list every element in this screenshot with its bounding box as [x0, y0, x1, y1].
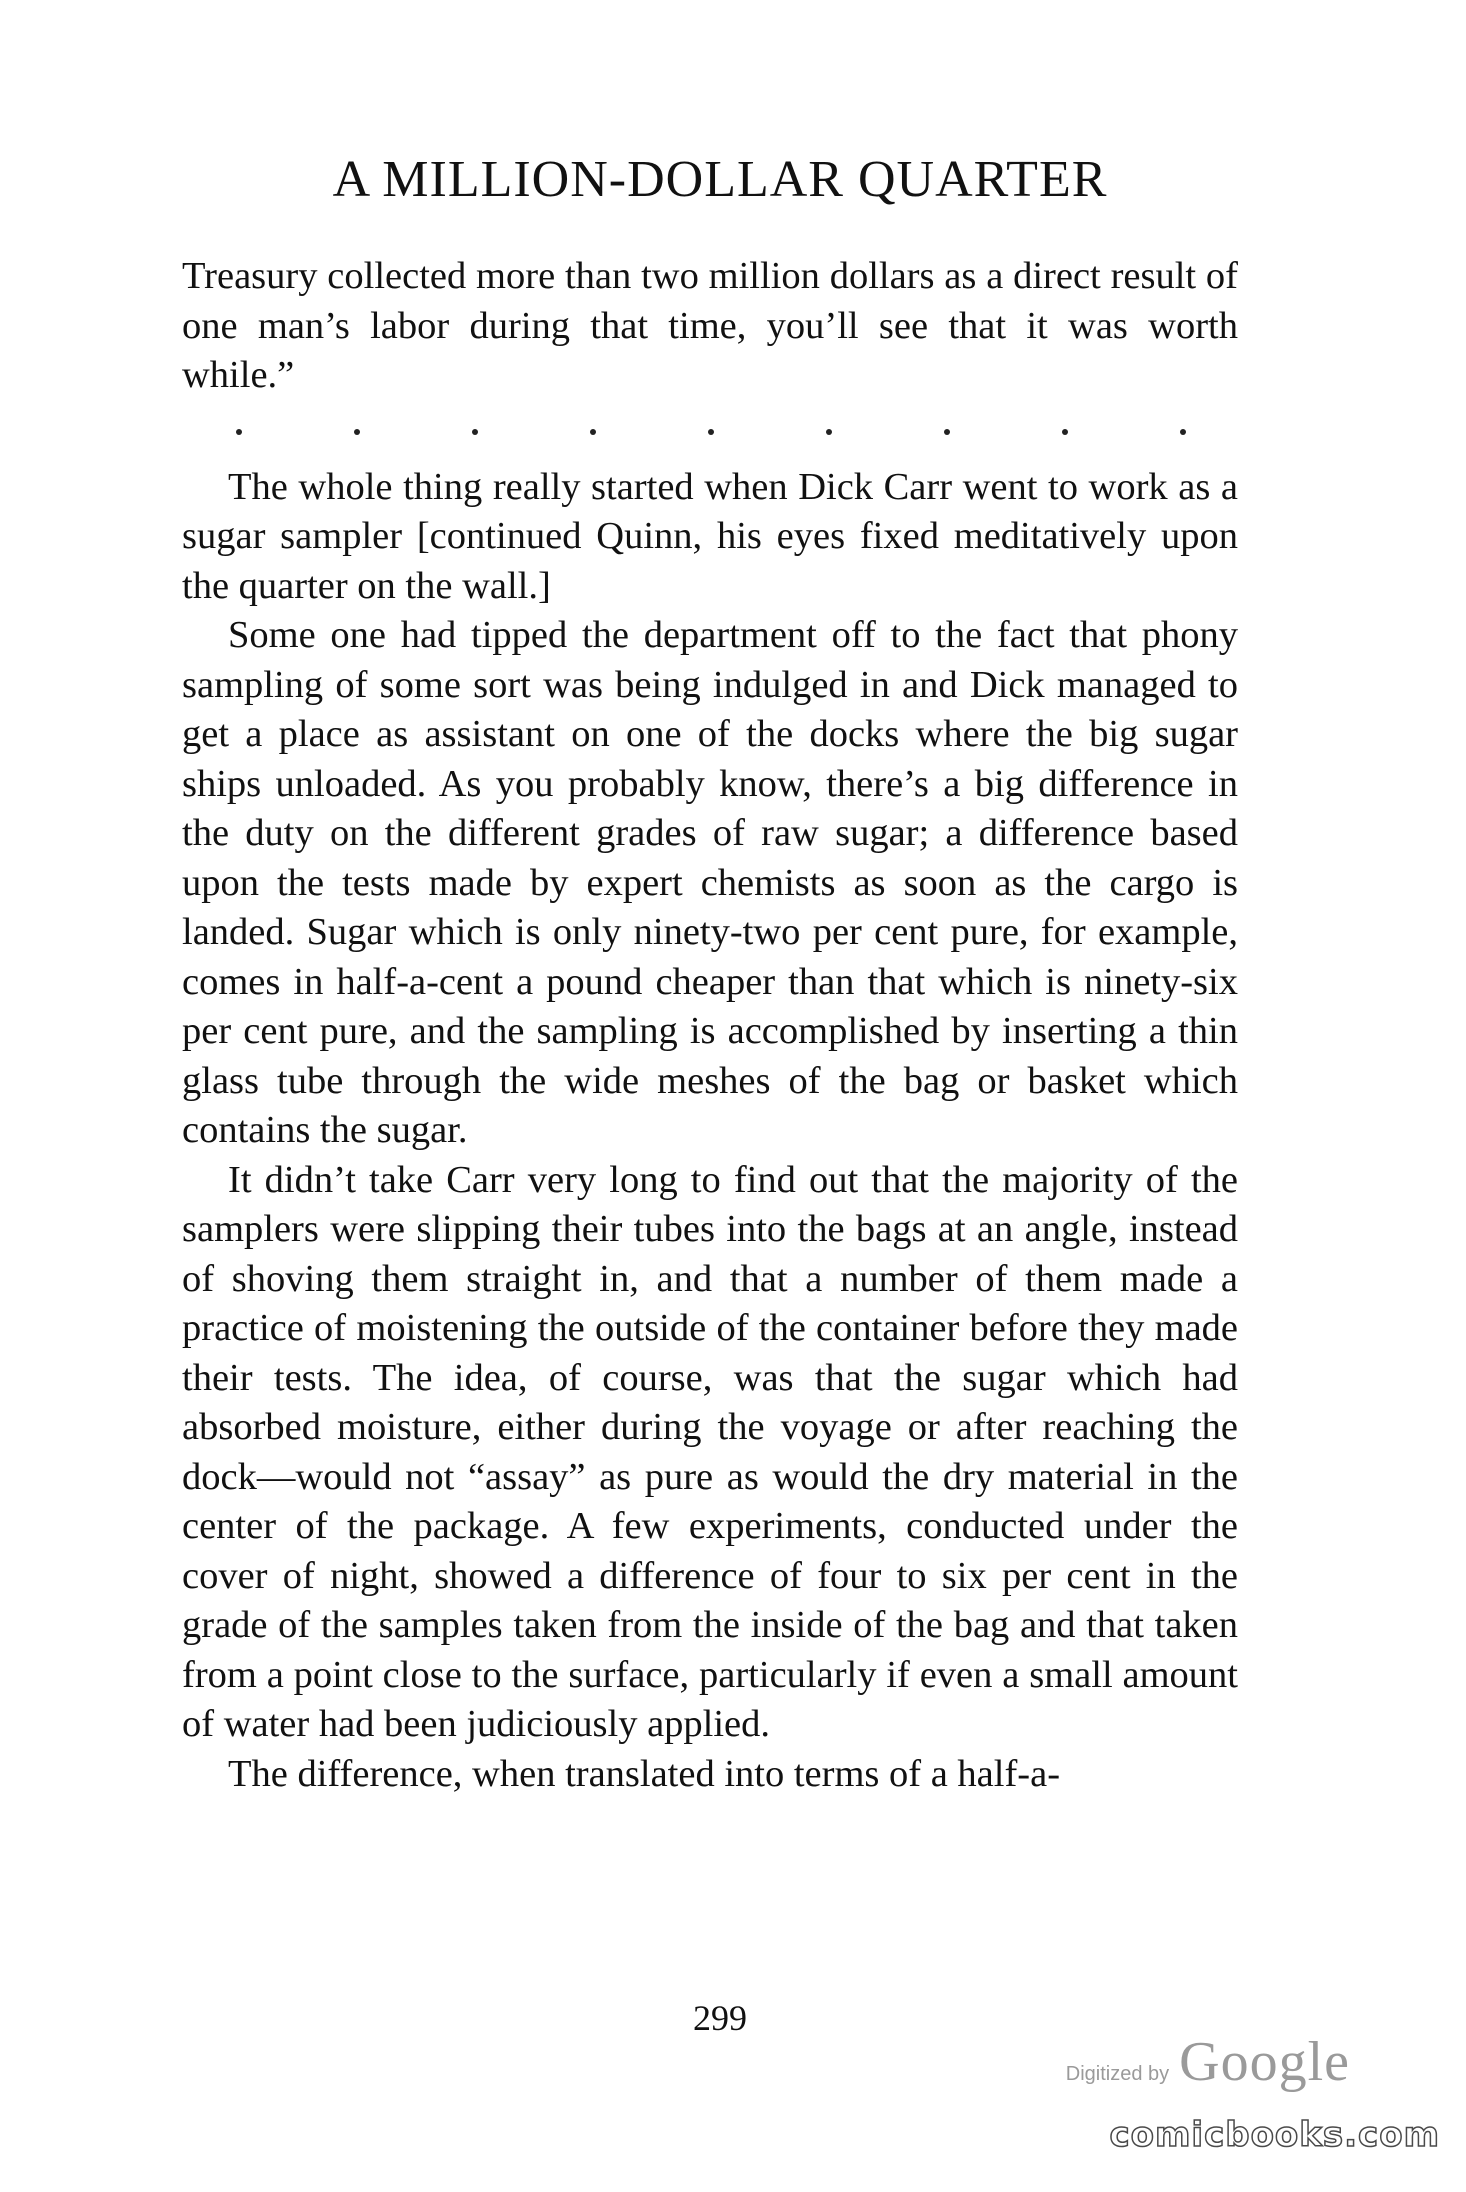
digitizer-prefix: Digitized by [1065, 2063, 1170, 2085]
ornament-dot [1062, 429, 1068, 435]
ornament-dot [236, 429, 242, 435]
ornament-dot [354, 429, 360, 435]
paragraph: The whole thing really started when Dick Carr went to work as a sugar sampler [continued Quinn, his eyes fixed meditatively upon the quarter on the wall.] [182, 465, 1238, 607]
google-logo: Google [1179, 2031, 1350, 2093]
ornament-dot [590, 429, 596, 435]
page-number: 299 [693, 1998, 747, 2038]
paragraph: Some one had tipped the department off to the fact that phony sampling of some sort was being indulged in and Dick managed to get a place as assistant on one of the docks where the big sugar ships unloaded. As you probably know, there’s a big difference in the duty on the different grades of raw sugar; a difference based upon the tests made by expert chemists as soon as the cargo is landed. Sugar which is only ninety-two per cent pure, for example, comes in half-a-cent a pound cheaper than that which is ninety-six per cent pure, and the sampling is accomplished by inserting a thin glass tube through the wide meshes of the bag or basket which contains the sugar. [182, 614, 1238, 1151]
digitized-by-google-watermark [960, 2030, 1350, 2100]
ornament-dot [472, 429, 478, 435]
paragraph: The difference, when translated into terms of a half-a- [228, 1752, 1061, 1795]
body-text [182, 252, 1238, 1799]
running-title: A MILLION-DOLLAR QUARTER [332, 151, 1108, 208]
section-break-ornament [182, 401, 1238, 463]
ornament-dot [1180, 429, 1186, 435]
ornament-dot [826, 429, 832, 435]
site-stamp: comicbooks.com [1109, 2115, 1440, 2155]
paragraph: It didn’t take Carr very long to find out that the majority of the samplers were slipping their tubes into the bags at an angle, instead of shoving them straight in, and that a number of them made a practice of moistening the outside of the container before they made their tests. The idea, of course, was that the sugar which had absorbed moisture, either during the voyage or after reaching the dock—would not “assay” as pure as would the dry material in the center of the package. A few experiments, conducted under the cover of night, showed a difference of four to six per cent in the grade of the samples taken from the inside of the bag and that taken from a point close to the surface, particularly if even a small amount of water had been judiciously applied. [182, 1158, 1238, 1745]
ornament-dot [944, 429, 950, 435]
paragraph-continuation: Treasury collected more than two million dollars as a direct result of one man’s labor during that time, you’ll see that it was worth while.” [182, 255, 1238, 396]
ornament-dot [708, 429, 714, 435]
